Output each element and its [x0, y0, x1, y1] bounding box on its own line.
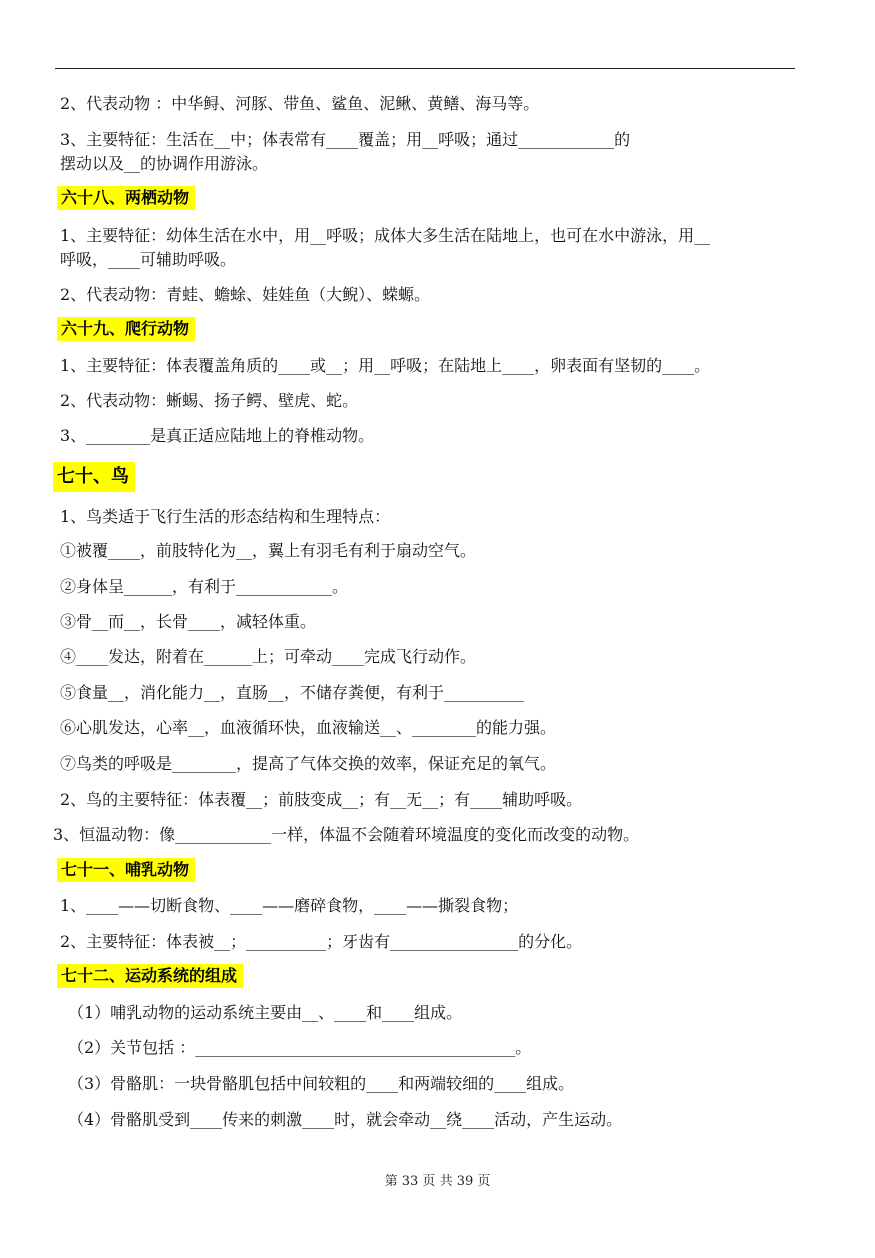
bird-trait-3: ③骨__而__，长骨____，减轻体重。	[60, 612, 317, 631]
reptile-representatives: 2、代表动物：蜥蜴、扬子鳄、壁虎、蛇。	[60, 391, 359, 410]
amphibian-features-cont: 呼吸，____可辅助呼吸。	[60, 250, 237, 269]
mammal-features: 2、主要特征：体表被__；__________；牙齿有________________的分化。	[60, 932, 583, 951]
bird-trait-4: ④____发达，附着在______上；可牵动____完成飞行动作。	[60, 647, 477, 666]
bird-trait-7: ⑦鸟类的呼吸是________，提高了气体交换的效率，保证充足的氧气。	[60, 754, 557, 773]
fish-representatives: 2、代表动物 ：中华鲟、河豚、带鱼、鲨鱼、泥鳅、黄鳝、海马等。	[60, 94, 540, 113]
section-heading-mammal: 七十一、哺乳动物	[57, 858, 195, 882]
mammal-teeth: 1、____——切断食物、____——磨碎食物，____——撕裂食物；	[60, 896, 519, 915]
reptile-features: 1、主要特征：体表覆盖角质的____或__；用__呼吸；在陆地上____，卵表面有坚韧的____。	[60, 356, 711, 375]
fish-features: 3、主要特征：生活在__中；体表常有____覆盖；用__呼吸；通过____________的	[60, 130, 631, 149]
page-footer: 第 33 页 共 39 页	[384, 1174, 491, 1189]
bird-point-3: 3、恒温动物：像____________一样，体温不会随着环境温度的变化而改变的动物。	[53, 825, 640, 844]
reptile-note: 3、________是真正适应陆地上的脊椎动物。	[60, 426, 375, 445]
bird-point-1: 1、鸟类适于飞行生活的形态结构和生理特点：	[60, 507, 391, 526]
bird-trait-6: ⑥心肌发达，心率__，血液循环快，血液输送__、________的能力强。	[60, 718, 557, 737]
section-heading-bird: 七十、鸟	[53, 462, 135, 492]
section-heading-motion: 七十二、运动系统的组成	[57, 964, 243, 988]
section-heading-reptile: 六十九、爬行动物	[57, 317, 195, 341]
bird-trait-5: ⑤食量__，消化能力__，直肠__，不储存粪便，有利于__________	[60, 683, 525, 702]
bird-trait-1: ①被覆____，前肢特化为__，翼上有羽毛有利于扇动空气。	[60, 541, 477, 560]
amphibian-representatives: 2、代表动物：青蛙、蟾蜍、娃娃鱼（大鲵）、蝾螈。	[60, 285, 431, 304]
header-rule	[55, 68, 795, 69]
bird-point-2: 2、鸟的主要特征：体表覆__；前肢变成__；有__无__；有____辅助呼吸。	[60, 790, 583, 809]
amphibian-features: 1、主要特征：幼体生活在水中，用__呼吸；成体大多生活在陆地上，也可在水中游泳，用__	[60, 226, 711, 245]
motion-point-3: （3）骨骼肌：一块骨骼肌包括中间较粗的____和两端较细的____组成。	[68, 1074, 575, 1093]
motion-point-2: （2）关节包括 ：________________________________________。	[68, 1038, 532, 1057]
motion-point-4: （4）骨骼肌受到____传来的刺激____时，就会牵动__绕____活动，产生运动。	[68, 1110, 623, 1129]
fish-features-cont: 摆动以及__的协调作用游泳。	[60, 154, 269, 173]
section-heading-amphibian: 六十八、两栖动物	[57, 186, 195, 210]
motion-point-1: （1）哺乳动物的运动系统主要由__、____和____组成。	[68, 1003, 463, 1022]
bird-trait-2: ②身体呈______，有利于____________。	[60, 577, 349, 596]
